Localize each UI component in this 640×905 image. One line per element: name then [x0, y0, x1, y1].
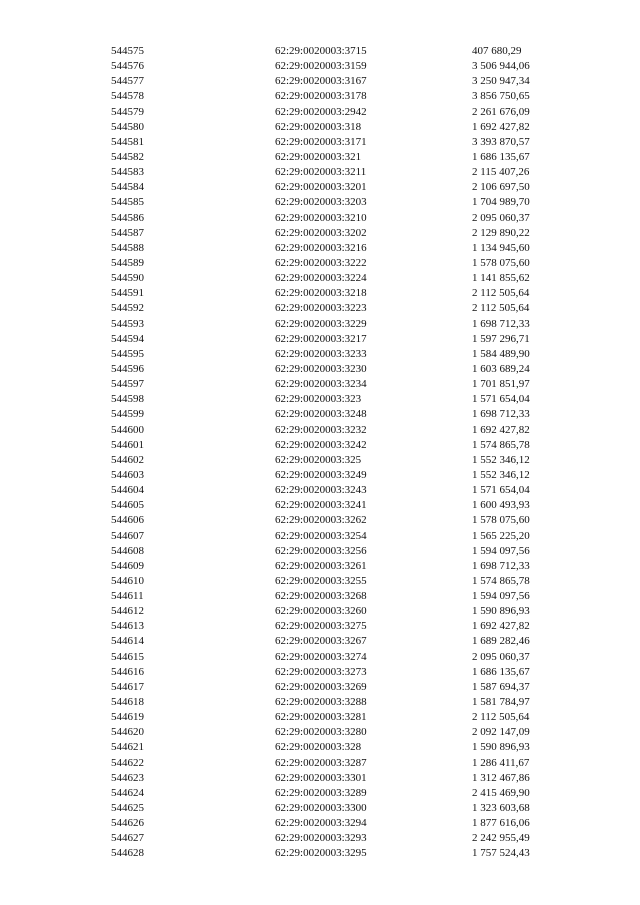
cadastral-number-cell: 62:29:0020003:3217: [275, 332, 367, 345]
record-number-cell: 544602: [111, 453, 144, 466]
cadastral-value-cell: 1 584 489,90: [472, 347, 530, 360]
cadastral-value-cell: 1 597 296,71: [472, 332, 530, 345]
record-number-cell: 544607: [111, 529, 144, 542]
record-number-cell: 544616: [111, 665, 144, 678]
record-number-cell: 544627: [111, 832, 144, 845]
cadastral-value-cell: 1 141 855,62: [472, 272, 530, 285]
record-number-cell: 544608: [111, 544, 144, 557]
table-row: [0, 195, 640, 210]
table-row: [0, 392, 640, 407]
cadastral-value-cell: 1 286 411,67: [472, 756, 530, 769]
record-number-cell: 544626: [111, 817, 144, 830]
cadastral-number-cell: 62:29:0020003:3203: [275, 196, 367, 209]
cadastral-number-cell: 62:29:0020003:3211: [275, 166, 367, 179]
record-number-cell: 544594: [111, 332, 144, 345]
table-row: [0, 559, 640, 574]
record-number-cell: 544618: [111, 696, 144, 709]
cadastral-number-cell: 62:29:0020003:3202: [275, 226, 367, 239]
cadastral-value-cell: 2 095 060,37: [472, 650, 530, 663]
record-number-cell: 544586: [111, 211, 144, 224]
cadastral-value-cell: 1 565 225,20: [472, 529, 530, 542]
record-number-cell: 544601: [111, 438, 144, 451]
cadastral-value-cell: 1 571 654,04: [472, 484, 530, 497]
cadastral-number-cell: 62:29:0020003:3230: [275, 362, 367, 375]
table-row: [0, 362, 640, 377]
cadastral-number-cell: 62:29:0020003:323: [275, 393, 362, 406]
cadastral-number-cell: 62:29:0020003:3210: [275, 211, 367, 224]
table-row: [0, 846, 640, 861]
cadastral-number-cell: 62:29:0020003:3243: [275, 484, 367, 497]
cadastral-number-cell: 62:29:0020003:3171: [275, 135, 367, 148]
cadastral-value-cell: 1 757 524,43: [472, 847, 530, 860]
record-number-cell: 544591: [111, 287, 144, 300]
cadastral-number-cell: 62:29:0020003:3241: [275, 499, 367, 512]
record-number-cell: 544615: [111, 650, 144, 663]
cadastral-value-cell: 1 698 712,33: [472, 317, 530, 330]
cadastral-number-cell: 62:29:0020003:3254: [275, 529, 367, 542]
cadastral-value-cell: 1 581 784,97: [472, 696, 530, 709]
record-number-cell: 544620: [111, 726, 144, 739]
table-row: [0, 150, 640, 165]
cadastral-value-cell: 407 680,29: [472, 45, 522, 57]
cadastral-number-cell: 62:29:0020003:3295: [275, 847, 367, 860]
table-row: [0, 710, 640, 725]
cadastral-number-cell: 62:29:0020003:3233: [275, 347, 367, 360]
record-number-cell: 544623: [111, 771, 144, 784]
table-row: [0, 301, 640, 316]
cadastral-number-cell: 62:29:0020003:3260: [275, 605, 367, 618]
cadastral-number-cell: 62:29:0020003:3159: [275, 60, 367, 73]
cadastral-number-cell: 62:29:0020003:3301: [275, 771, 367, 784]
table-row: [0, 256, 640, 271]
cadastral-number-cell: 62:29:0020003:3242: [275, 438, 367, 451]
table-row: [0, 332, 640, 347]
table-row: [0, 574, 640, 589]
cadastral-value-cell: 3 856 750,65: [472, 90, 530, 103]
record-number-cell: 544577: [111, 75, 144, 88]
cadastral-number-cell: 62:29:0020003:3234: [275, 378, 367, 391]
record-number-cell: 544575: [111, 45, 144, 57]
cadastral-value-cell: 2 106 697,50: [472, 181, 530, 194]
record-number-cell: 544625: [111, 802, 144, 815]
cadastral-number-cell: 62:29:0020003:3289: [275, 786, 367, 799]
cadastral-value-cell: 1 692 427,82: [472, 620, 530, 633]
cadastral-number-cell: 62:29:0020003:3269: [275, 680, 367, 693]
cadastral-number-cell: 62:29:0020003:3268: [275, 590, 367, 603]
cadastral-value-cell: 1 574 865,78: [472, 574, 530, 587]
record-number-cell: 544624: [111, 786, 144, 799]
table-row: [0, 89, 640, 104]
table-row: [0, 423, 640, 438]
cadastral-value-cell: 2 095 060,37: [472, 211, 530, 224]
record-number-cell: 544582: [111, 150, 144, 163]
record-number-cell: 544592: [111, 302, 144, 315]
table-row: [0, 438, 640, 453]
cadastral-value-cell: 1 692 427,82: [472, 423, 530, 436]
cadastral-number-cell: 62:29:0020003:3229: [275, 317, 367, 330]
cadastral-value-table: [0, 44, 640, 862]
table-row: [0, 271, 640, 286]
cadastral-number-cell: 62:29:0020003:3232: [275, 423, 367, 436]
cadastral-number-cell: 62:29:0020003:3273: [275, 665, 367, 678]
cadastral-value-cell: 1 574 865,78: [472, 438, 530, 451]
record-number-cell: 544605: [111, 499, 144, 512]
cadastral-value-cell: 3 393 870,57: [472, 135, 530, 148]
cadastral-value-cell: 1 594 097,56: [472, 544, 530, 557]
cadastral-value-cell: 1 704 989,70: [472, 196, 530, 209]
record-number-cell: 544584: [111, 181, 144, 194]
table-row: [0, 180, 640, 195]
cadastral-value-cell: 1 686 135,67: [472, 665, 530, 678]
cadastral-value-cell: 2 242 955,49: [472, 832, 530, 845]
table-row: [0, 483, 640, 498]
cadastral-value-cell: 1 587 694,37: [472, 680, 530, 693]
record-number-cell: 544590: [111, 272, 144, 285]
record-number-cell: 544617: [111, 680, 144, 693]
cadastral-number-cell: 62:29:0020003:3287: [275, 756, 367, 769]
record-number-cell: 544588: [111, 241, 144, 254]
cadastral-number-cell: 62:29:0020003:3294: [275, 817, 367, 830]
cadastral-number-cell: 62:29:0020003:3216: [275, 241, 367, 254]
cadastral-number-cell: 62:29:0020003:3715: [275, 45, 367, 57]
table-row: [0, 453, 640, 468]
record-number-cell: 544580: [111, 120, 144, 133]
table-row: [0, 695, 640, 710]
record-number-cell: 544613: [111, 620, 144, 633]
record-number-cell: 544596: [111, 362, 144, 375]
record-number-cell: 544578: [111, 90, 144, 103]
cadastral-value-cell: 1 578 075,60: [472, 514, 530, 527]
record-number-cell: 544583: [111, 166, 144, 179]
table-row: [0, 241, 640, 256]
record-number-cell: 544610: [111, 574, 144, 587]
table-row: [0, 347, 640, 362]
cadastral-number-cell: 62:29:0020003:3248: [275, 408, 367, 421]
cadastral-value-cell: 2 415 469,90: [472, 786, 530, 799]
record-number-cell: 544606: [111, 514, 144, 527]
cadastral-number-cell: 62:29:0020003:325: [275, 453, 362, 466]
cadastral-value-cell: 1 701 851,97: [472, 378, 530, 391]
table-row: [0, 105, 640, 120]
cadastral-value-cell: 1 590 896,93: [472, 741, 530, 754]
record-number-cell: 544604: [111, 484, 144, 497]
cadastral-number-cell: 62:29:0020003:3178: [275, 90, 367, 103]
cadastral-value-cell: 1 578 075,60: [472, 256, 530, 269]
table-row: [0, 725, 640, 740]
cadastral-number-cell: 62:29:0020003:318: [275, 120, 362, 133]
cadastral-value-cell: 1 594 097,56: [472, 590, 530, 603]
cadastral-value-cell: 1 689 282,46: [472, 635, 530, 648]
table-row: [0, 44, 640, 59]
cadastral-value-cell: 2 112 505,64: [472, 711, 530, 724]
table-row: [0, 771, 640, 786]
record-number-cell: 544585: [111, 196, 144, 209]
table-row: [0, 529, 640, 544]
record-number-cell: 544589: [111, 256, 144, 269]
record-number-cell: 544621: [111, 741, 144, 754]
cadastral-number-cell: 62:29:0020003:321: [275, 150, 362, 163]
cadastral-number-cell: 62:29:0020003:3201: [275, 181, 367, 194]
table-row: [0, 756, 640, 771]
table-row: [0, 211, 640, 226]
record-number-cell: 544579: [111, 105, 144, 118]
table-row: [0, 816, 640, 831]
cadastral-number-cell: 62:29:0020003:3223: [275, 302, 367, 315]
record-number-cell: 544600: [111, 423, 144, 436]
table-row: [0, 317, 640, 332]
cadastral-value-cell: 1 698 712,33: [472, 559, 530, 572]
table-row: [0, 165, 640, 180]
cadastral-number-cell: 62:29:0020003:3267: [275, 635, 367, 648]
table-row: [0, 59, 640, 74]
table-row: [0, 634, 640, 649]
table-row: [0, 619, 640, 634]
cadastral-value-cell: 1 134 945,60: [472, 241, 530, 254]
record-number-cell: 544597: [111, 378, 144, 391]
table-row: [0, 498, 640, 513]
cadastral-number-cell: 62:29:0020003:3261: [275, 559, 367, 572]
cadastral-value-cell: 1 323 603,68: [472, 802, 530, 815]
table-row: [0, 286, 640, 301]
cadastral-value-cell: 1 698 712,33: [472, 408, 530, 421]
cadastral-value-cell: 2 112 505,64: [472, 302, 530, 315]
cadastral-value-cell: 2 115 407,26: [472, 166, 530, 179]
table-row: [0, 650, 640, 665]
table-row: [0, 544, 640, 559]
cadastral-value-cell: 1 877 616,06: [472, 817, 530, 830]
cadastral-number-cell: 62:29:0020003:3288: [275, 696, 367, 709]
cadastral-value-cell: 2 092 147,09: [472, 726, 530, 739]
cadastral-number-cell: 62:29:0020003:328: [275, 741, 362, 754]
table-row: [0, 120, 640, 135]
record-number-cell: 544611: [111, 590, 144, 603]
cadastral-number-cell: 62:29:0020003:3280: [275, 726, 367, 739]
cadastral-value-cell: 1 603 689,24: [472, 362, 530, 375]
cadastral-number-cell: 62:29:0020003:3262: [275, 514, 367, 527]
table-row: [0, 468, 640, 483]
table-row: [0, 665, 640, 680]
record-number-cell: 544628: [111, 847, 144, 860]
cadastral-number-cell: 62:29:0020003:3167: [275, 75, 367, 88]
cadastral-value-cell: 1 590 896,93: [472, 605, 530, 618]
cadastral-number-cell: 62:29:0020003:3256: [275, 544, 367, 557]
cadastral-value-cell: 2 112 505,64: [472, 287, 530, 300]
table-row: [0, 801, 640, 816]
table-row: [0, 589, 640, 604]
cadastral-value-cell: 1 600 493,93: [472, 499, 530, 512]
record-number-cell: 544593: [111, 317, 144, 330]
table-row: [0, 377, 640, 392]
record-number-cell: 544609: [111, 559, 144, 572]
cadastral-number-cell: 62:29:0020003:3218: [275, 287, 367, 300]
cadastral-value-cell: 1 552 346,12: [472, 453, 530, 466]
cadastral-value-cell: 1 552 346,12: [472, 468, 530, 481]
cadastral-number-cell: 62:29:0020003:3275: [275, 620, 367, 633]
table-row: [0, 740, 640, 755]
cadastral-value-cell: 2 129 890,22: [472, 226, 530, 239]
record-number-cell: 544576: [111, 60, 144, 73]
table-row: [0, 786, 640, 801]
cadastral-value-cell: 2 261 676,09: [472, 105, 530, 118]
cadastral-number-cell: 62:29:0020003:3281: [275, 711, 367, 724]
record-number-cell: 544612: [111, 605, 144, 618]
cadastral-value-cell: 1 312 467,86: [472, 771, 530, 784]
cadastral-number-cell: 62:29:0020003:3249: [275, 468, 367, 481]
record-number-cell: 544614: [111, 635, 144, 648]
cadastral-number-cell: 62:29:0020003:3293: [275, 832, 367, 845]
table-row: [0, 604, 640, 619]
cadastral-value-cell: 1 686 135,67: [472, 150, 530, 163]
record-number-cell: 544622: [111, 756, 144, 769]
cadastral-value-cell: 3 506 944,06: [472, 60, 530, 73]
cadastral-number-cell: 62:29:0020003:3255: [275, 574, 367, 587]
table-row: [0, 135, 640, 150]
record-number-cell: 544603: [111, 468, 144, 481]
cadastral-number-cell: 62:29:0020003:3300: [275, 802, 367, 815]
table-row: [0, 831, 640, 846]
cadastral-number-cell: 62:29:0020003:3222: [275, 256, 367, 269]
cadastral-value-cell: 1 692 427,82: [472, 120, 530, 133]
cadastral-number-cell: 62:29:0020003:2942: [275, 105, 367, 118]
cadastral-value-cell: 1 571 654,04: [472, 393, 530, 406]
table-row: [0, 407, 640, 422]
record-number-cell: 544587: [111, 226, 144, 239]
table-row: [0, 74, 640, 89]
cadastral-number-cell: 62:29:0020003:3274: [275, 650, 367, 663]
table-row: [0, 513, 640, 528]
table-row: [0, 680, 640, 695]
table-row: [0, 226, 640, 241]
record-number-cell: 544595: [111, 347, 144, 360]
record-number-cell: 544598: [111, 393, 144, 406]
record-number-cell: 544619: [111, 711, 144, 724]
cadastral-number-cell: 62:29:0020003:3224: [275, 272, 367, 285]
record-number-cell: 544581: [111, 135, 144, 148]
cadastral-value-cell: 3 250 947,34: [472, 75, 530, 88]
record-number-cell: 544599: [111, 408, 144, 421]
